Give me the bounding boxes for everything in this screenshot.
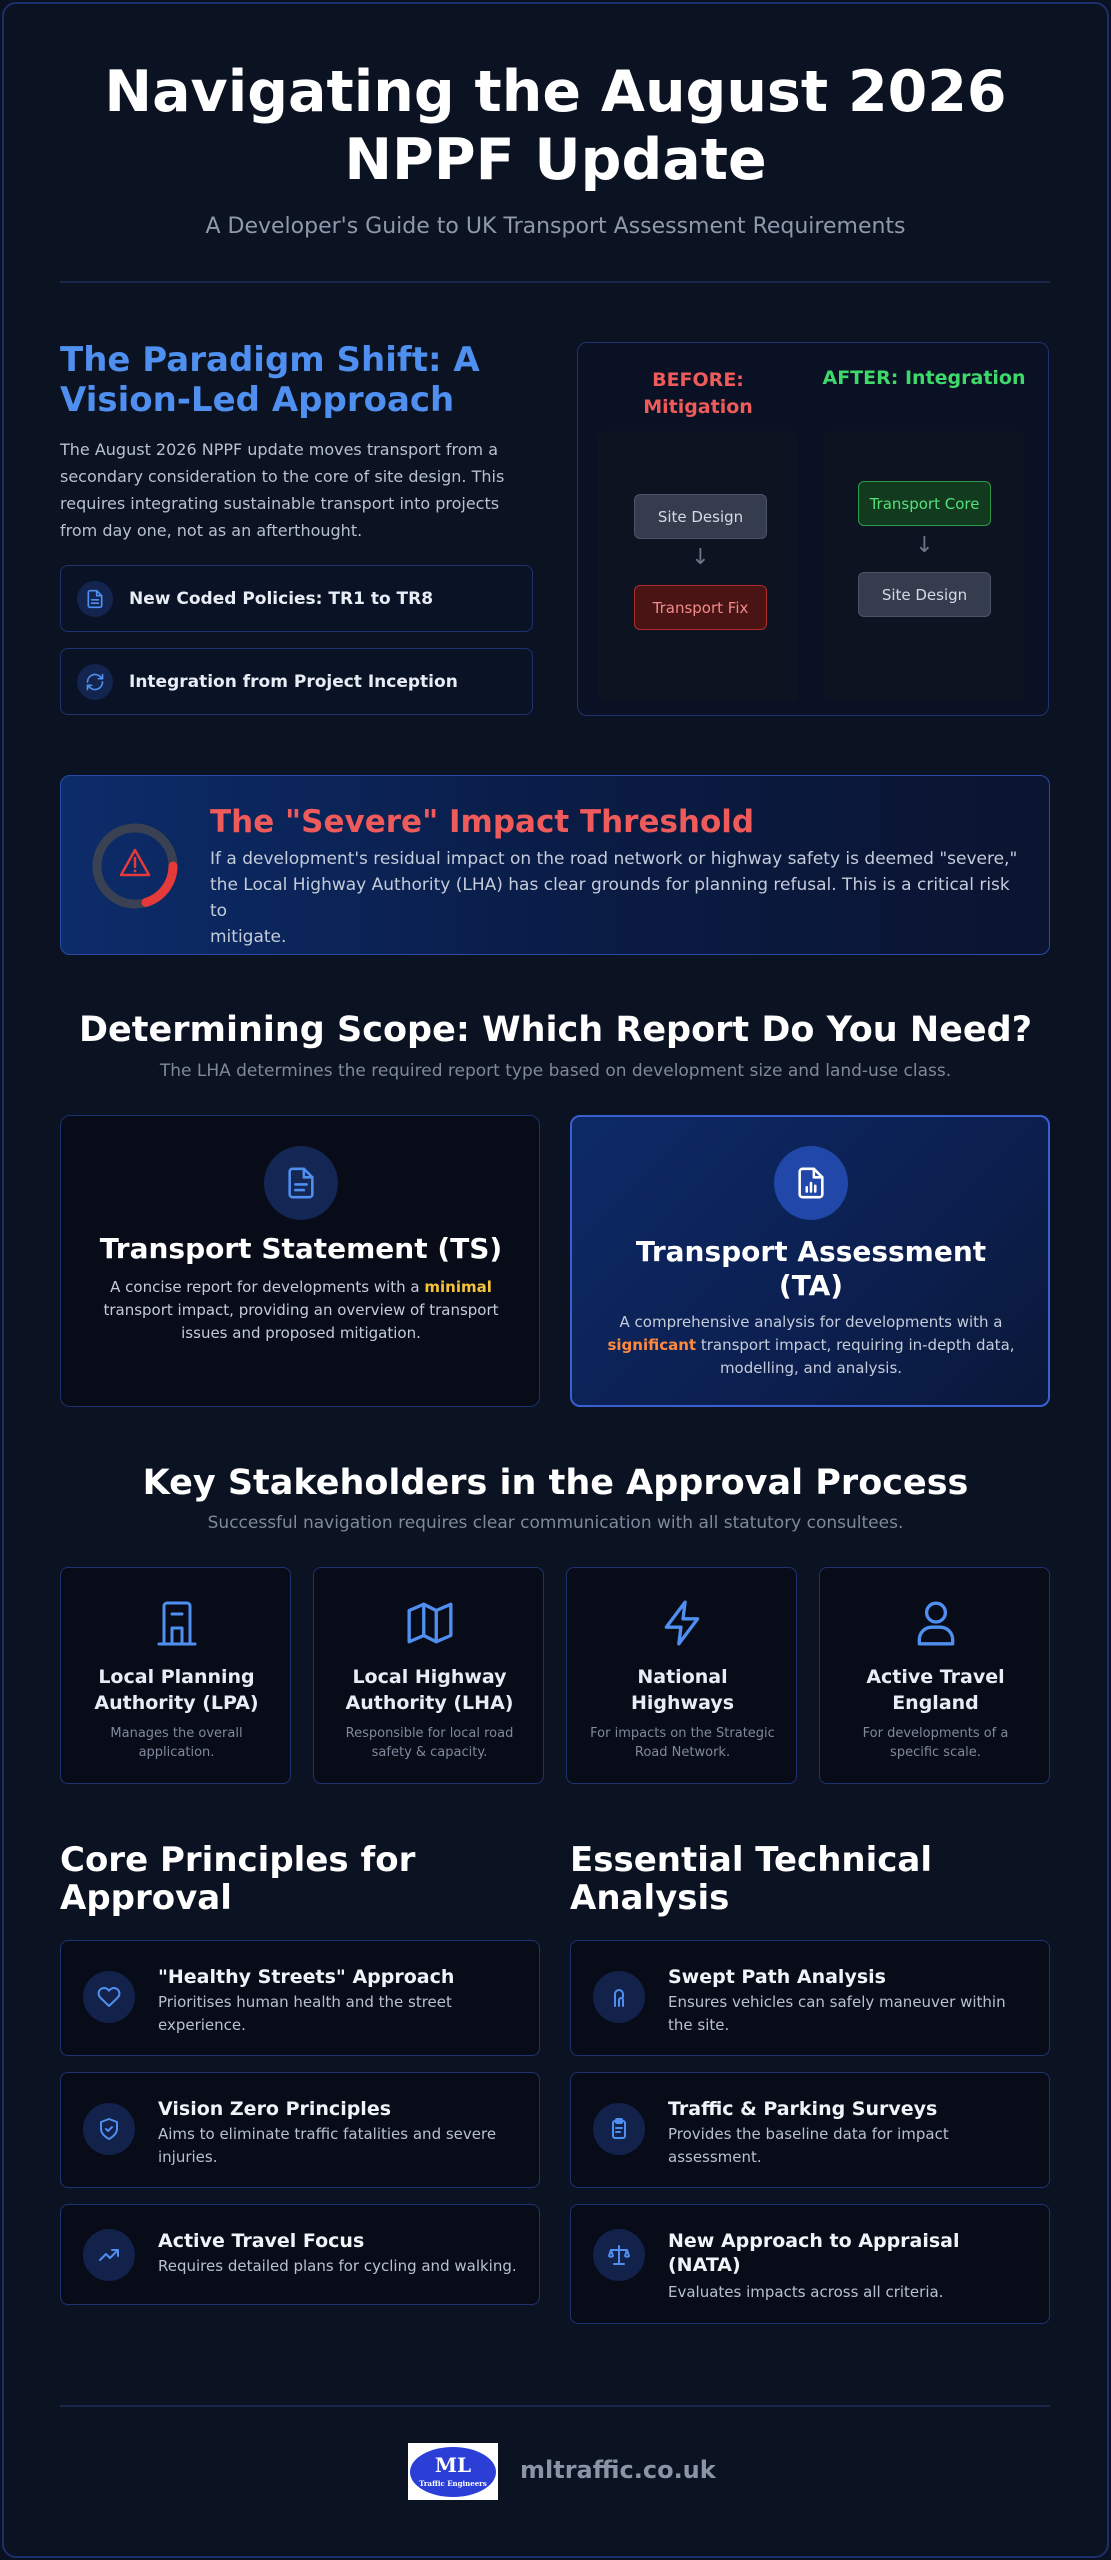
technical-description: Provides the baseline data for impact assessment. <box>668 2125 949 2166</box>
map-icon <box>405 1598 455 1648</box>
paradigm-body: The August 2026 NPPF update moves transport from a secondary consideration to the core of site design. This requires integrating sustainable transport into projects from day one, not as an afterthought. <box>60 440 505 540</box>
before-heading: BEFORE: Mitigation <box>643 369 753 418</box>
scales-icon <box>593 2229 645 2281</box>
after-site-design-box: Site Design <box>858 572 991 617</box>
divider <box>60 2405 1050 2407</box>
heart-icon <box>83 1971 135 2023</box>
stakeholder-description: Responsible for local road safety & capacity. <box>345 1726 514 1760</box>
ta-title: Transport Assessment (TA) <box>635 1235 987 1302</box>
transport-assessment-card <box>570 1115 1050 1407</box>
stakeholder-title: Local Highway Authority (LHA) <box>345 1666 514 1714</box>
severe-text: If a development's residual impact on the road network or highway safety is deemed "severe," the Local Highway Authority (LHA) has clear grounds for planning refusal. This is a critical risk to mitigate. <box>210 849 1018 947</box>
principle-card-active-travel <box>60 2204 540 2305</box>
pill-label: Integration from Project Inception <box>129 671 458 692</box>
principle-description: Aims to eliminate traffic fatalities and severe injuries. <box>158 2125 497 2166</box>
arrow-down-icon: ↓ <box>915 533 934 558</box>
stakeholder-card-national-highways <box>566 1567 797 1784</box>
trend-up-icon <box>83 2229 135 2281</box>
pill-label: New Coded Policies: TR1 to TR8 <box>129 588 434 609</box>
scope-subheading: The LHA determines the required report type based on development size and land-use class. <box>159 1061 952 1081</box>
refresh-icon <box>77 664 113 700</box>
pill-coded-policies <box>60 565 533 632</box>
document-icon <box>77 581 113 617</box>
principle-description: Prioritises human health and the street experience. <box>158 1993 452 2034</box>
stakeholders-heading: Key Stakeholders in the Approval Process <box>142 1463 969 1503</box>
stakeholder-description: Manages the overall application. <box>110 1726 243 1760</box>
stakeholder-title: Local Planning Authority (LPA) <box>94 1666 259 1714</box>
page-subtitle: A Developer's Guide to UK Transport Assessment Requirements <box>205 214 906 239</box>
logo-mark: ML Traffic Engineers <box>410 2447 496 2497</box>
ts-title: Transport Statement (TS) <box>99 1232 503 1265</box>
person-icon <box>911 1598 961 1648</box>
stakeholder-card-lpa <box>60 1567 291 1784</box>
lightning-icon <box>658 1598 708 1648</box>
page-title: Navigating the August 2026 NPPF Update <box>104 59 1007 193</box>
stakeholder-description: For developments of a specific scale. <box>862 1726 1009 1760</box>
divider <box>60 281 1050 283</box>
before-after-diagram <box>577 342 1049 716</box>
technical-card-swept-path <box>570 1940 1050 2056</box>
building-icon <box>156 1598 198 1648</box>
paradigm-heading: The Paradigm Shift: A Vision-Led Approach <box>60 340 480 420</box>
stakeholders-subheading: Successful navigation requires clear communication with all statutory consultees. <box>207 1513 904 1533</box>
stakeholder-card-lha <box>313 1567 544 1784</box>
principle-title: "Healthy Streets" Approach <box>158 1966 455 1988</box>
principles-heading: Core Principles for Approval <box>60 1840 416 1918</box>
technical-description: Ensures vehicles can safely maneuver within the site. <box>668 1993 1006 2034</box>
technical-title: Traffic & Parking Surveys <box>668 2098 938 2120</box>
transport-statement-card <box>60 1115 540 1407</box>
technical-heading: Essential Technical Analysis <box>570 1840 933 1918</box>
website-link[interactable]: mltraffic.co.uk <box>520 2456 716 2484</box>
stakeholder-description: For impacts on the Strategic Road Network. <box>590 1726 775 1760</box>
arrow-down-icon: ↓ <box>691 545 710 570</box>
scope-heading: Determining Scope: Which Report Do You Need? <box>78 1010 1033 1050</box>
after-column <box>824 431 1024 701</box>
stakeholder-title: National Highways <box>630 1666 735 1714</box>
principle-card-healthy-streets <box>60 1940 540 2056</box>
clipboard-icon <box>593 2103 645 2155</box>
shield-icon <box>83 2103 135 2155</box>
technical-description: Evaluates impacts across all criteria. <box>668 2283 944 2301</box>
transport-core-box: Transport Core <box>858 481 991 526</box>
after-heading: AFTER: Integration <box>822 367 1026 389</box>
pill-integration <box>60 648 533 715</box>
principle-card-vision-zero <box>60 2072 540 2188</box>
warning-gauge-icon <box>89 820 181 912</box>
ts-description: A concise report for developments with a minimal transport impact, providing an overview of transport issues and proposed mitigation. <box>103 1278 499 1342</box>
technical-title: New Approach to Appraisal (NATA) <box>668 2230 960 2276</box>
technical-card-nata <box>570 2204 1050 2324</box>
principle-title: Vision Zero Principles <box>158 2098 392 2120</box>
technical-title: Swept Path Analysis <box>668 1966 886 1988</box>
technical-card-surveys <box>570 2072 1050 2188</box>
principle-description: Requires detailed plans for cycling and walking. <box>158 2257 517 2275</box>
stakeholder-card-active-travel <box>819 1567 1050 1784</box>
stakeholder-title: Active Travel England <box>866 1666 1005 1714</box>
severe-title: The "Severe" Impact Threshold <box>210 804 755 840</box>
company-logo <box>408 2443 498 2500</box>
chart-document-icon <box>774 1146 848 1220</box>
route-icon <box>593 1971 645 2023</box>
ta-description: A comprehensive analysis for developments with a significant transport impact, requiring in-depth data, modelling, and analysis. <box>607 1313 1015 1377</box>
before-site-design-box: Site Design <box>634 494 767 539</box>
transport-fix-box: Transport Fix <box>634 585 767 630</box>
severe-impact-callout <box>60 775 1050 955</box>
document-icon <box>264 1146 338 1220</box>
principle-title: Active Travel Focus <box>158 2230 365 2252</box>
